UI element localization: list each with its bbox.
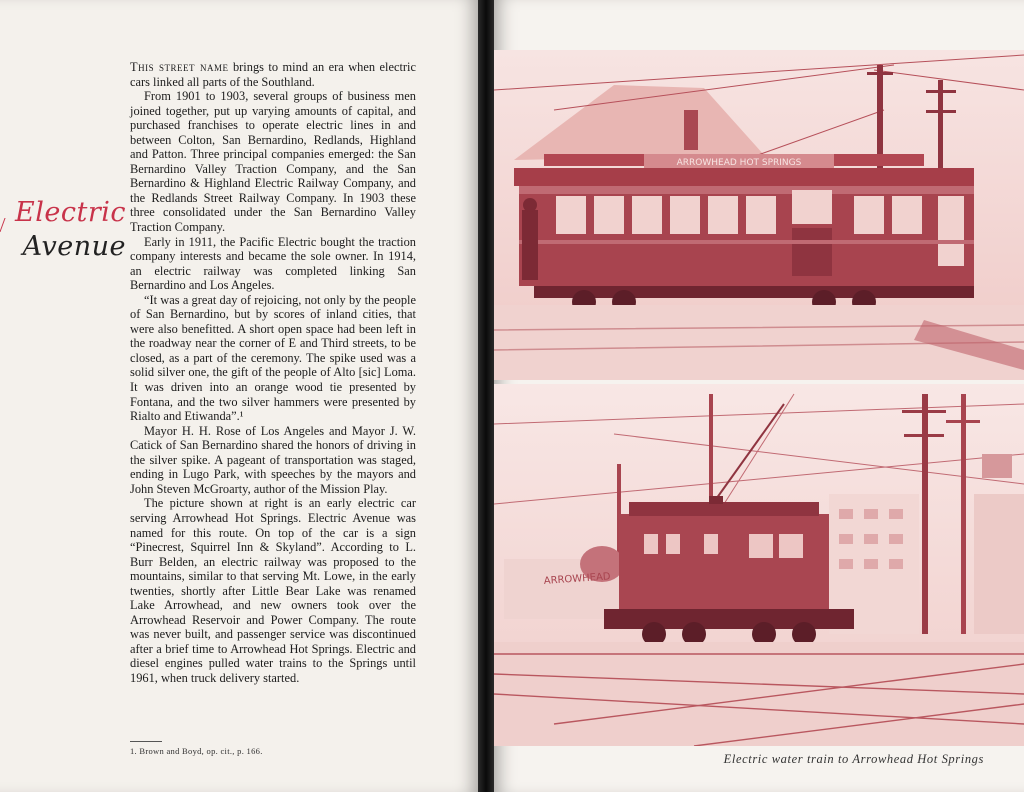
photo-caption: Electric water train to Arrowhead Hot Springs bbox=[723, 752, 984, 766]
lead-in: This street name bbox=[130, 60, 229, 74]
chapter-heading bbox=[14, 196, 126, 264]
right-page bbox=[494, 0, 1024, 792]
book-gutter bbox=[478, 0, 494, 792]
heading-line-2: Avenue bbox=[22, 231, 126, 262]
paragraph-3: Early in 1911, the Pacific Electric bought the traction company interests and became the sole owner. In 1914, an electric railway was completed linking San Bernardino and Los Angeles. bbox=[130, 234, 416, 293]
paragraph-4: “It was a great day of rejoicing, not only by the people of San Bernardino, but by scores of inland cities, that were also benefitted. A short open space had been left in the roadway near the corner of E and Third streets, to be closed, as a part of the ceremony. The spike used was a solid silver one, the gift of the people of Alto [sic] Loma. It was driven into an orange wood tie presented by Fontana, and the two silver hammers were presented by Rialto and Etiwanda”.¹ bbox=[130, 292, 416, 424]
footnote: 1. Brown and Boyd, op. cit., p. 166. bbox=[130, 746, 263, 756]
paragraph-5: Mayor H. H. Rose of Los Angeles and Mayor J. W. Catick of San Bernardino shared the honors of driving in the silver spike. A pageant of transportation was staged, ending in Lugo Park, with speeches by the mayors and John Steven McGroarty, author of the Mission Play. bbox=[130, 423, 416, 496]
paragraph-6: The picture shown at right is an early electric car serving Arrowhead Hot Springs. Electric Avenue was named for this route. On top of the car is a sign “Pinecrest, Squirrel Inn & Skyland”. According to L. Burr Belden, an electric railway was proposed to the mountains, similar to that serving Mt. Lowe, in the early twenties, shortly after Little Bear Lake was renamed Lake Arrowhead, and new owners took over the Arrowhead Reservoir and Power Company. The route was never built, and passenger service was discontinued after a brief time to Arrowhead Hot Springs. Electric and diesel engines pulled water trains to the Springs until 1961, when truck delivery started. bbox=[130, 496, 416, 685]
paragraph-1: This street name brings to mind an era when electric cars linked all parts of the Southland. bbox=[130, 60, 416, 89]
streetcar-photo bbox=[494, 50, 1024, 380]
streetcar-sign: ARROWHEAD HOT SPRINGS bbox=[676, 158, 802, 168]
locomotive-photo bbox=[494, 384, 1024, 746]
heading-line-1: Electric bbox=[15, 197, 126, 228]
tank-car-lettering: ARROWHEAD bbox=[543, 571, 611, 587]
paragraph-2: From 1901 to 1903, several groups of business men joined together, put up varying amounts of capital, and purchased franchises to operate electric lines in and between Colton, San Bernardino, Redlands, Highland and Patton. Three principal companies emerged: the San Bernardino Valley Traction Company, and the San Bernardino & Highland Electric Railway Company, and the Redlands Street Railway Company. In 1903 these three consolidated under the San Bernardino Valley Traction Company. bbox=[130, 89, 416, 235]
body-text bbox=[130, 60, 416, 686]
margin-mark bbox=[0, 218, 14, 232]
left-page bbox=[0, 0, 478, 792]
footnote-rule bbox=[130, 741, 162, 742]
